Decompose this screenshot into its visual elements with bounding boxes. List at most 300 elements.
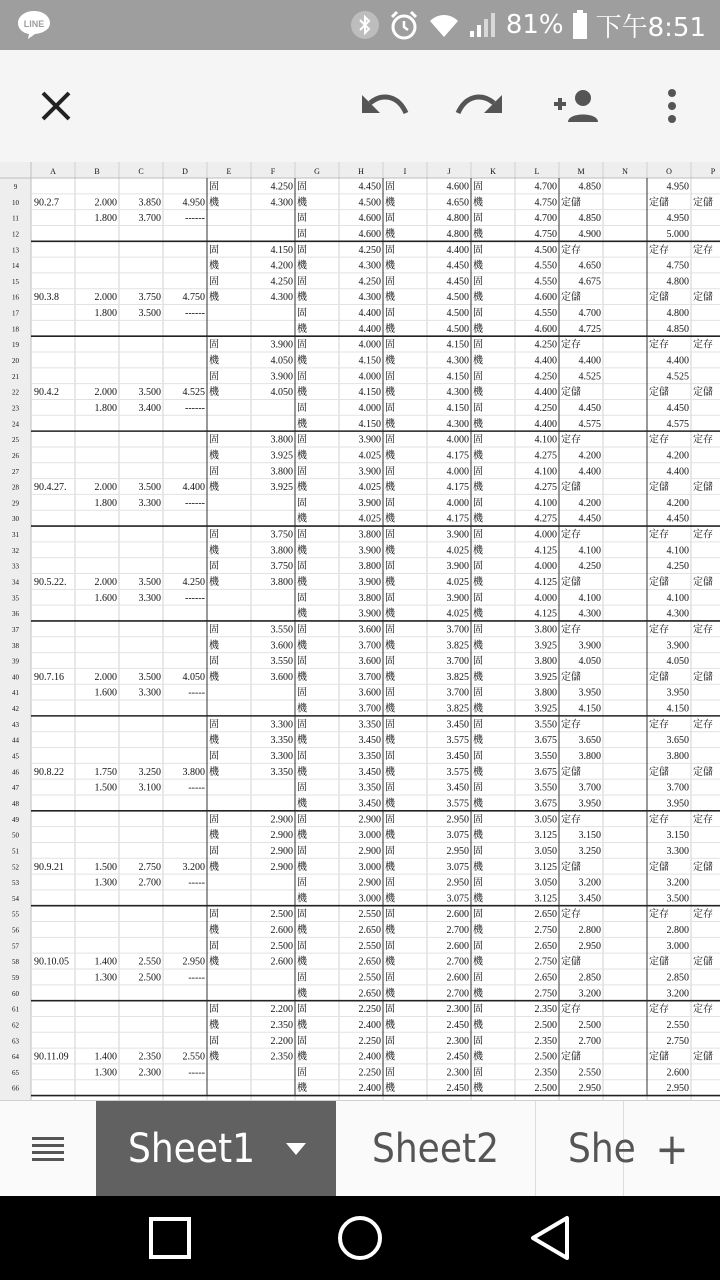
cell-i13: 固: [385, 244, 395, 256]
row-header-36: 36: [12, 610, 19, 619]
cell-g33: 固: [297, 561, 307, 573]
cell-l42: 3.925: [534, 703, 557, 715]
row-header-33: 33: [12, 562, 19, 571]
cell-i21: 固: [385, 371, 395, 383]
cell-o23: 4.450: [666, 402, 689, 414]
cell-j36: 4.025: [446, 608, 469, 620]
cell-m63: 2.700: [578, 1035, 601, 1047]
cell-o16: 定儲: [649, 292, 669, 304]
cell-o30: 4.450: [666, 513, 689, 525]
cell-l13: 4.500: [534, 244, 557, 256]
home-icon: [337, 1215, 383, 1261]
cell-l30: 4.275: [534, 513, 557, 525]
cell-h63: 2.250: [358, 1035, 381, 1047]
cell-o37: 定存: [649, 624, 669, 636]
row-header-35: 35: [12, 594, 19, 603]
row-header-57: 57: [12, 942, 19, 951]
cell-g12: 固: [297, 228, 307, 240]
cell-k42: 機: [473, 703, 483, 715]
column-header-f: F: [270, 167, 276, 176]
cell-d34: 4.250: [182, 577, 205, 588]
cell-o29: 4.200: [666, 497, 689, 509]
cell-l64: 2.500: [534, 1051, 557, 1063]
cell-j56: 2.700: [446, 925, 469, 937]
cell-e63: 固: [209, 1035, 219, 1047]
cell-g36: 機: [297, 608, 307, 620]
cell-j57: 2.600: [446, 940, 469, 952]
cell-k66: 機: [473, 1083, 483, 1095]
row-header-60: 60: [12, 989, 19, 998]
cell-f50: 2.900: [270, 830, 293, 842]
cell-o54: 3.500: [666, 893, 689, 905]
home-button[interactable]: [312, 1196, 408, 1280]
cell-l63: 2.350: [534, 1035, 557, 1047]
cell-i26: 機: [385, 450, 395, 462]
cell-i18: 機: [385, 323, 395, 335]
cell-g38: 機: [297, 640, 307, 652]
cell-i62: 機: [385, 1019, 395, 1031]
cell-k49: 固: [473, 814, 483, 826]
cell-f58: 2.600: [270, 956, 293, 968]
cell-f16: 4.300: [270, 292, 293, 304]
cell-o42: 4.150: [666, 703, 689, 715]
cell-e25: 固: [209, 434, 219, 446]
cell-d28: 4.400: [182, 482, 205, 494]
cell-f38: 3.600: [270, 640, 293, 652]
cell-g17: 固: [297, 308, 307, 320]
cell-j32: 4.025: [446, 545, 469, 557]
cell-m44: 3.650: [578, 735, 601, 747]
cell-g29: 固: [297, 497, 307, 509]
cell-f40: 3.600: [270, 671, 293, 683]
row-header-40: 40: [12, 673, 19, 682]
cell-p43: 定存: [693, 719, 713, 731]
cell-c34: 3.500: [138, 577, 161, 588]
cell-m60: 3.200: [578, 988, 601, 1000]
cell-i52: 機: [385, 861, 395, 873]
cell-f61: 2.200: [270, 1004, 293, 1016]
cell-k62: 機: [473, 1019, 483, 1031]
cell-l56: 2.750: [534, 925, 557, 937]
cell-c29: 3.300: [138, 497, 161, 509]
cell-o44: 3.650: [666, 735, 689, 747]
row-header-44: 44: [12, 736, 19, 745]
svg-text:LINE: LINE: [23, 19, 45, 29]
cell-g62: 機: [297, 1019, 307, 1031]
cell-o53: 3.200: [666, 877, 689, 889]
cell-o35: 4.100: [666, 592, 689, 604]
cell-m50: 3.150: [578, 830, 601, 842]
cell-c59: 2.500: [138, 972, 161, 984]
cell-m14: 4.650: [578, 260, 601, 272]
cell-p52: 定儲: [693, 861, 713, 873]
cell-k15: 固: [473, 276, 483, 288]
cell-g9: 固: [297, 181, 307, 193]
cell-o57: 3.000: [666, 940, 689, 952]
cell-f10: 4.300: [270, 197, 293, 209]
cell-f14: 4.200: [270, 260, 293, 272]
cell-f51: 2.900: [270, 845, 293, 857]
row-header-59: 59: [12, 974, 19, 982]
cell-o62: 2.550: [666, 1019, 689, 1031]
cell-l29: 4.100: [534, 497, 557, 509]
cell-g46: 機: [297, 766, 307, 778]
cell-g18: 機: [297, 323, 307, 335]
cell-e15: 固: [209, 276, 219, 288]
cell-d35: ------: [185, 592, 205, 604]
share-button[interactable]: [544, 50, 608, 162]
cell-o60: 3.200: [666, 988, 689, 1000]
cell-l10: 4.750: [534, 197, 557, 209]
cell-d53: -----: [188, 877, 205, 889]
cell-b47: 1.500: [94, 782, 117, 794]
cell-j23: 4.150: [446, 402, 469, 414]
cell-o28: 定儲: [649, 482, 669, 494]
cell-g40: 機: [297, 671, 307, 683]
cell-b52: 1.500: [94, 861, 117, 873]
cell-g25: 固: [297, 434, 307, 446]
cell-k23: 固: [473, 402, 483, 414]
redo-button[interactable]: [448, 50, 512, 162]
cell-h37: 3.600: [358, 624, 381, 636]
cell-c28: 3.500: [138, 482, 161, 494]
row-header-31: 31: [12, 531, 19, 540]
row-header-49: 49: [12, 815, 19, 824]
cell-j18: 4.500: [446, 323, 469, 335]
cell-g19: 固: [297, 339, 307, 351]
cell-l15: 4.550: [534, 276, 557, 288]
cell-i60: 機: [385, 988, 395, 1000]
spreadsheet-grid[interactable]: [0, 162, 720, 1100]
cell-f15: 4.250: [270, 276, 293, 288]
cell-m30: 4.450: [578, 513, 601, 525]
cell-h59: 2.550: [358, 972, 381, 984]
cell-l60: 2.750: [534, 988, 557, 1000]
cell-j41: 3.700: [446, 687, 469, 699]
more-options-button[interactable]: [640, 50, 704, 162]
cell-i55: 固: [385, 909, 395, 921]
row-header-24: 24: [12, 420, 19, 429]
signal-icon: [468, 11, 498, 39]
cell-e38: 機: [209, 640, 219, 652]
undo-button[interactable]: [352, 50, 416, 162]
cell-m26: 4.200: [578, 450, 601, 462]
cell-g41: 固: [297, 687, 307, 699]
cell-g21: 固: [297, 371, 307, 383]
cell-l23: 4.250: [534, 402, 557, 414]
cell-g32: 機: [297, 545, 307, 557]
cell-g39: 固: [297, 656, 307, 668]
cell-g31: 固: [297, 529, 307, 541]
cell-h48: 3.450: [358, 798, 381, 810]
cell-o26: 4.200: [666, 450, 689, 462]
add-sheet-button[interactable]: [624, 1101, 720, 1197]
cell-g55: 固: [297, 909, 307, 921]
row-header-15: 15: [12, 277, 19, 286]
cell-i31: 固: [385, 529, 395, 541]
cell-e57: 固: [209, 940, 219, 952]
cell-m17: 4.700: [578, 308, 601, 320]
cell-g13: 固: [297, 244, 307, 256]
battery-percent: 81%: [505, 10, 564, 40]
cell-m53: 3.200: [578, 877, 601, 889]
cell-o39: 4.050: [666, 656, 689, 668]
cell-b29: 1.800: [94, 497, 117, 509]
cell-h12: 4.600: [358, 228, 381, 240]
cell-e22: 機: [209, 387, 219, 399]
sheet-canvas[interactable]: [0, 162, 720, 1100]
tab-sheet1[interactable]: [96, 1101, 336, 1197]
cell-k61: 固: [473, 1004, 483, 1016]
cell-m33: 4.250: [578, 561, 601, 573]
cell-o33: 4.250: [666, 561, 689, 573]
cell-g23: 固: [297, 402, 307, 414]
row-header-63: 63: [12, 1037, 19, 1046]
cell-k32: 機: [473, 545, 483, 557]
cell-m36: 4.300: [578, 608, 601, 620]
tab-sheet2[interactable]: [336, 1101, 536, 1197]
cell-j12: 4.800: [446, 228, 469, 240]
battery-icon: [572, 10, 588, 40]
cell-o34: 定儲: [649, 577, 669, 588]
cell-j51: 2.950: [446, 845, 469, 857]
cell-g14: 機: [297, 260, 307, 272]
cell-h23: 4.000: [358, 402, 381, 414]
cell-f28: 3.925: [270, 482, 293, 494]
cell-i39: 固: [385, 656, 395, 668]
cell-l39: 3.800: [534, 656, 557, 668]
cell-j16: 4.500: [446, 292, 469, 304]
cell-l31: 4.000: [534, 529, 557, 541]
cell-o25: 定存: [649, 434, 669, 446]
system-nav-bar: [0, 1196, 720, 1280]
cell-j55: 2.600: [446, 909, 469, 921]
cell-o38: 3.900: [666, 640, 689, 652]
cell-l27: 4.100: [534, 466, 557, 478]
cell-k17: 固: [473, 308, 483, 320]
cell-k14: 機: [473, 260, 483, 272]
cell-e58: 機: [209, 956, 219, 968]
cell-m18: 4.725: [578, 323, 601, 335]
cell-f19: 3.900: [270, 339, 293, 351]
back-icon: [529, 1215, 571, 1261]
back-button[interactable]: [502, 1196, 598, 1280]
cell-g16: 機: [297, 292, 307, 304]
cell-e26: 機: [209, 450, 219, 462]
cell-f39: 3.550: [270, 656, 293, 668]
cell-e62: 機: [209, 1019, 219, 1031]
cell-m35: 4.100: [578, 592, 601, 604]
date-cell-1: 90.3.8: [34, 292, 59, 304]
cell-k22: 機: [473, 387, 483, 399]
cell-o10: 定儲: [649, 197, 669, 209]
cell-g65: 固: [297, 1067, 307, 1079]
cell-h31: 3.800: [358, 529, 381, 541]
cell-i66: 機: [385, 1083, 395, 1095]
cell-i42: 機: [385, 703, 395, 715]
date-cell-7: 90.9.21: [34, 861, 64, 873]
cell-i16: 機: [385, 292, 395, 304]
cell-j14: 4.450: [446, 260, 469, 272]
cell-k28: 機: [473, 482, 483, 494]
cell-i46: 機: [385, 766, 395, 778]
cell-j19: 4.150: [446, 339, 469, 351]
redo-icon: [456, 91, 504, 121]
cell-i9: 固: [385, 181, 395, 193]
cell-i27: 固: [385, 466, 395, 478]
cell-i51: 固: [385, 845, 395, 857]
column-header-n: N: [622, 167, 628, 176]
cell-j15: 4.450: [446, 276, 469, 288]
column-header-b: B: [94, 167, 100, 176]
cell-g60: 機: [297, 988, 307, 1000]
cell-m59: 2.850: [578, 972, 601, 984]
cell-h54: 3.000: [358, 893, 381, 905]
close-button[interactable]: [24, 50, 88, 162]
cell-m11: 4.850: [578, 213, 601, 225]
cell-l66: 2.500: [534, 1083, 557, 1095]
cell-g47: 固: [297, 782, 307, 794]
cell-o52: 定儲: [649, 861, 669, 873]
cell-h44: 3.450: [358, 735, 381, 747]
cell-l34: 4.125: [534, 577, 557, 588]
cell-l11: 4.700: [534, 213, 557, 225]
cell-l54: 3.125: [534, 893, 557, 905]
cell-i23: 固: [385, 402, 395, 414]
cell-e61: 固: [209, 1004, 219, 1016]
cell-m42: 4.150: [578, 703, 601, 715]
cell-k51: 固: [473, 845, 483, 857]
row-header-61: 61: [12, 1005, 19, 1014]
cell-g26: 機: [297, 450, 307, 462]
cell-k19: 固: [473, 339, 483, 351]
cell-i19: 固: [385, 339, 395, 351]
cell-m65: 2.550: [578, 1067, 601, 1079]
cell-o49: 定存: [649, 814, 669, 826]
tab-sheet3[interactable]: [536, 1101, 636, 1197]
cell-e21: 固: [209, 371, 219, 383]
cell-b65: 1.300: [94, 1067, 117, 1079]
cell-i29: 固: [385, 497, 395, 509]
cell-h50: 3.000: [358, 830, 381, 842]
cell-p28: 定儲: [693, 482, 713, 494]
cell-k39: 固: [473, 656, 483, 668]
cell-j33: 3.900: [446, 561, 469, 573]
cell-g53: 固: [297, 877, 307, 889]
cell-h9: 4.450: [358, 181, 381, 193]
cell-e13: 固: [209, 244, 219, 256]
cell-j62: 2.450: [446, 1019, 469, 1031]
cell-k52: 機: [473, 861, 483, 873]
cell-h20: 4.150: [358, 355, 381, 367]
cell-m61: 定存: [561, 1004, 581, 1016]
cell-c11: 3.700: [138, 213, 161, 225]
cell-i10: 機: [385, 197, 395, 209]
cell-o24: 4.575: [666, 418, 689, 430]
cell-m55: 定存: [561, 909, 581, 921]
cell-h43: 3.350: [358, 719, 381, 731]
cell-o65: 2.600: [666, 1067, 689, 1079]
cell-d11: ------: [185, 213, 205, 225]
row-header-22: 22: [12, 388, 19, 397]
cell-h52: 3.000: [358, 861, 381, 873]
cell-l14: 4.550: [534, 260, 557, 272]
cell-m40: 定儲: [561, 671, 581, 683]
row-header-18: 18: [12, 325, 19, 334]
recents-button[interactable]: [122, 1196, 218, 1280]
cell-j39: 3.700: [446, 656, 469, 668]
cell-c53: 2.700: [138, 877, 161, 889]
cell-e34: 機: [209, 577, 219, 588]
cell-j48: 3.575: [446, 798, 469, 810]
cell-h35: 3.800: [358, 592, 381, 604]
cell-e27: 固: [209, 466, 219, 478]
cell-p40: 定儲: [693, 671, 713, 683]
cell-j65: 2.300: [446, 1067, 469, 1079]
cell-d16: 4.750: [182, 292, 205, 304]
cell-p34: 定儲: [693, 577, 713, 588]
cell-l46: 3.675: [534, 766, 557, 778]
cell-l44: 3.675: [534, 735, 557, 747]
cell-f26: 3.925: [270, 450, 293, 462]
cell-o41: 3.950: [666, 687, 689, 699]
cell-l62: 2.500: [534, 1019, 557, 1031]
cell-i32: 機: [385, 545, 395, 557]
row-header-50: 50: [12, 831, 19, 840]
cell-j30: 4.175: [446, 513, 469, 525]
cell-l25: 4.100: [534, 434, 557, 446]
row-header-51: 51: [12, 847, 19, 856]
cell-h27: 3.900: [358, 466, 381, 478]
date-cell-8: 90.10.05: [34, 956, 69, 968]
cell-c10: 3.850: [138, 197, 161, 209]
cell-h16: 4.300: [358, 292, 381, 304]
row-header-11: 11: [12, 214, 19, 223]
dropdown-arrow-icon[interactable]: [286, 1143, 306, 1155]
cell-i17: 固: [385, 308, 395, 320]
cell-g64: 機: [297, 1051, 307, 1063]
cell-b11: 1.800: [94, 213, 117, 225]
cell-l37: 3.800: [534, 624, 557, 636]
cell-o32: 4.100: [666, 545, 689, 557]
cell-l22: 4.400: [534, 387, 557, 399]
cell-b53: 1.300: [94, 877, 117, 889]
cell-h24: 4.150: [358, 418, 381, 430]
cell-e56: 機: [209, 925, 219, 937]
cell-b46: 1.750: [94, 766, 117, 778]
cell-h32: 3.900: [358, 545, 381, 557]
cell-k34: 機: [473, 577, 483, 588]
cell-k46: 機: [473, 766, 483, 778]
date-cell-9: 90.11.09: [34, 1051, 69, 1063]
cell-k30: 機: [473, 513, 483, 525]
cell-f27: 3.800: [270, 466, 293, 478]
cell-g51: 固: [297, 845, 307, 857]
cell-m16: 定儲: [561, 292, 581, 304]
cell-k48: 機: [473, 798, 483, 810]
cell-h11: 4.600: [358, 213, 381, 225]
cell-l32: 4.125: [534, 545, 557, 557]
cell-m52: 定儲: [561, 861, 581, 873]
cell-g15: 固: [297, 276, 307, 288]
cell-m25: 定存: [561, 434, 581, 446]
row-header-46: 46: [12, 768, 19, 777]
cell-d59: -----: [188, 972, 205, 984]
cell-o15: 4.800: [666, 276, 689, 288]
cell-d58: 2.950: [182, 956, 205, 968]
sheet-list-button[interactable]: [0, 1101, 96, 1197]
cell-m47: 3.700: [578, 782, 601, 794]
